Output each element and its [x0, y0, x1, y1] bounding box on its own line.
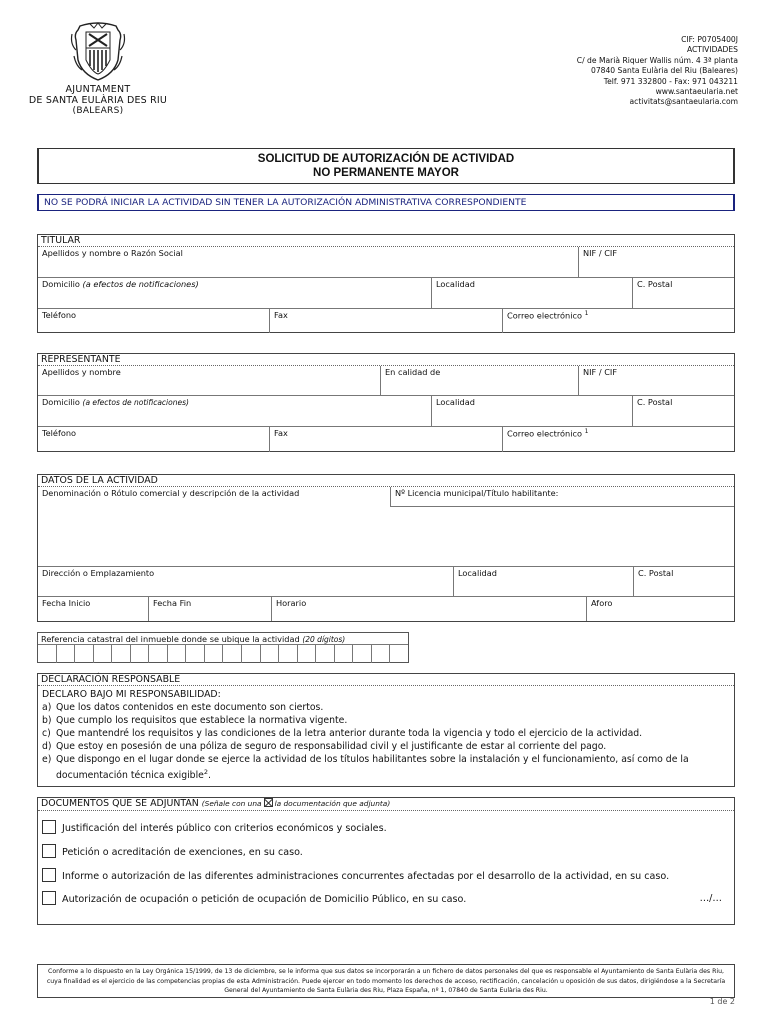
website-link[interactable]: www.santaeularia.net — [655, 87, 738, 97]
declaracion-item: b) Que cumplo los requisitos que establece la normativa vigente. — [42, 714, 348, 726]
representante-domicilio-field[interactable]: Domicilio (a efectos de notificaciones) — [42, 397, 189, 407]
documento-checkbox[interactable] — [42, 891, 56, 905]
department-text: ACTIVIDADES — [686, 45, 738, 55]
actividad-row-3 — [38, 597, 734, 621]
titular-row-1 — [38, 247, 734, 278]
documento-checkbox[interactable] — [42, 868, 56, 882]
titular-fax-field[interactable]: Fax — [269, 309, 502, 333]
declaracion-intro: DECLARO BAJO MI RESPONSABILIDAD: — [42, 689, 221, 700]
actividad-denominacion-field[interactable]: Denominación o Rótulo comercial y descripción de la actividad — [42, 488, 300, 498]
representante-fax-field[interactable]: Fax — [269, 427, 502, 452]
actividad-section — [37, 474, 735, 622]
titular-section — [37, 234, 735, 333]
referencia-catastral-field[interactable] — [37, 632, 409, 663]
actividad-localidad-field[interactable]: Localidad — [453, 567, 633, 596]
documentos-section — [37, 797, 735, 925]
titular-name-field[interactable]: Apellidos y nombre o Razón Social — [42, 248, 183, 258]
representante-correo-field[interactable]: Correo electrónico $^1$ — [502, 427, 734, 452]
titular-row-2 — [38, 278, 734, 309]
documento-checkbox[interactable] — [42, 820, 56, 834]
actividad-fecha-inicio-field[interactable]: Fecha Inicio — [42, 598, 91, 608]
documentos-heading: DOCUMENTOS QUE SE ADJUNTAN (Señale con una la documentación que adjunta) — [38, 798, 734, 811]
titular-telefono-field[interactable]: Teléfono — [42, 310, 77, 320]
declaracion-item: a) Que los datos contenidos en este documento son ciertos. — [42, 701, 324, 713]
titular-domicilio-field[interactable]: Domicilio (a efectos de notificaciones) — [42, 279, 199, 289]
representante-row-3 — [38, 427, 734, 452]
representante-localidad-field[interactable]: Localidad — [431, 396, 632, 426]
representante-section — [37, 353, 735, 452]
address-text: C/ de Marià Riquer Wallis núm. 4 3ª planta — [576, 55, 738, 65]
actividad-fecha-fin-field[interactable]: Fecha Fin — [148, 597, 271, 621]
representante-row-2 — [38, 396, 734, 427]
page-number: 1 de 2 — [709, 997, 735, 1006]
representante-row-1 — [38, 366, 734, 396]
cif-text: CIF: P0705400J — [681, 35, 738, 44]
documento-checkbox[interactable] — [42, 844, 56, 858]
declaracion-item: c) Que mantendré los requisitos y las condiciones de la letra anterior durante toda la vigencia y todo el ejercicio de la actividad. — [42, 727, 643, 739]
warning-banner: NO SE PODRÁ INICIAR LA ACTIVIDAD SIN TENER LA AUTORIZACIÓN ADMINISTRATIVA CORRESPONDIENTE — [37, 194, 735, 211]
representante-telefono-field[interactable]: Teléfono — [42, 428, 77, 438]
documento-item: Justificación del interés público con criterios económicos y sociales. — [42, 820, 726, 836]
referencia-catastral-digit-boxes[interactable] — [38, 645, 408, 663]
actividad-licencia-field[interactable]: Nº Licencia municipal/Título habilitante: — [390, 487, 734, 507]
titular-nif-field[interactable]: NIF / CIF — [578, 247, 734, 277]
representante-name-field[interactable]: Apellidos y nombre — [42, 367, 121, 377]
titular-cpostal-field[interactable]: C. Postal — [632, 278, 734, 308]
representante-cpostal-field[interactable]: C. Postal — [632, 396, 734, 426]
form-title — [37, 148, 735, 184]
logo-text-region: (BALEARS) — [72, 106, 124, 116]
actividad-aforo-field[interactable]: Aforo — [586, 597, 734, 621]
continues-marker: …/… — [699, 893, 722, 904]
form-title-line1: SOLICITUD DE AUTORIZACIÓN DE ACTIVIDAD — [257, 153, 515, 165]
representante-heading: REPRESENTANTE — [38, 354, 734, 366]
titular-heading: TITULAR — [38, 235, 734, 247]
contact-info — [577, 35, 738, 108]
phone-text: Telf. 971 332800 - Fax: 971 043211 — [603, 76, 738, 86]
titular-correo-field[interactable]: Correo electrónico $^1$ — [502, 309, 734, 333]
declaracion-section — [37, 673, 735, 787]
actividad-horario-field[interactable]: Horario — [271, 597, 586, 621]
titular-localidad-field[interactable]: Localidad — [431, 278, 632, 308]
municipal-logo — [28, 20, 168, 116]
documento-item: Petición o acreditación de exenciones, en su caso. — [42, 844, 726, 860]
checked-box-icon — [264, 798, 273, 807]
representante-calidad-field[interactable]: En calidad de — [380, 366, 578, 395]
representante-nif-field[interactable]: NIF / CIF — [578, 366, 734, 395]
declaracion-item: d) Que estoy en posesión de una póliza de seguro de responsabilidad civil y el justificante de estar al corriente del pago. — [42, 740, 607, 752]
actividad-row-2 — [38, 567, 734, 597]
actividad-heading: DATOS DE LA ACTIVIDAD — [38, 475, 734, 487]
logo-text-ajuntament: AJUNTAMENT — [65, 84, 131, 95]
actividad-row-1 — [38, 487, 734, 567]
privacy-notice: Conforme a lo dispuesto en la Ley Orgánica 15/1999, de 13 de diciembre, se le informa que sus datos se incorporarán a un fichero de datos personales del que es responsable el Ayuntamiento de Santa Eulària des Riu, cuya finalidad es el ejercicio de las competencias propias de esta Administración. Puede ejercer en todo momento los derechos de acceso, rectificación, cancelación u oposición de sus datos, dirigiéndose a la Secretaría General del Ayuntamiento de Santa Eulària des Riu, Plaza España, nº 1, 07840 de Santa Eulària des Riu. — [37, 964, 735, 998]
coat-of-arms-icon — [68, 20, 128, 82]
form-title-line2: NO PERMANENTE MAYOR — [313, 167, 459, 179]
city-text: 07840 Santa Eulària del Riu (Baleares) — [590, 66, 738, 76]
titular-row-3 — [38, 309, 734, 333]
referencia-catastral-label: Referencia catastral del inmueble donde se ubique la actividad (20 dígitos) — [38, 633, 408, 645]
email-link[interactable]: activitats@santaeularia.com — [629, 97, 738, 107]
documento-item: Informe o autorización de las diferentes administraciones concurrentes afectadas por el desarrollo de la actividad, en su caso. — [42, 868, 726, 884]
logo-text-municipality: DE SANTA EULÀRIA DES RIU — [28, 95, 168, 106]
declaracion-heading: DECLARACIÓN RESPONSABLE — [38, 674, 734, 686]
actividad-direccion-field[interactable]: Dirección o Emplazamiento — [42, 568, 155, 578]
actividad-cpostal-field[interactable]: C. Postal — [633, 567, 734, 596]
declaracion-item: e) Que dispongo en el lugar donde se ejerce la actividad de los títulos habilitantes sobre la instalación y el funcionamiento, así como de la documentación técnica exigible$^2$. — [42, 753, 689, 782]
documento-item: Autorización de ocupación o petición de ocupación de Domicilio Público, en su caso. …/… — [42, 891, 726, 907]
